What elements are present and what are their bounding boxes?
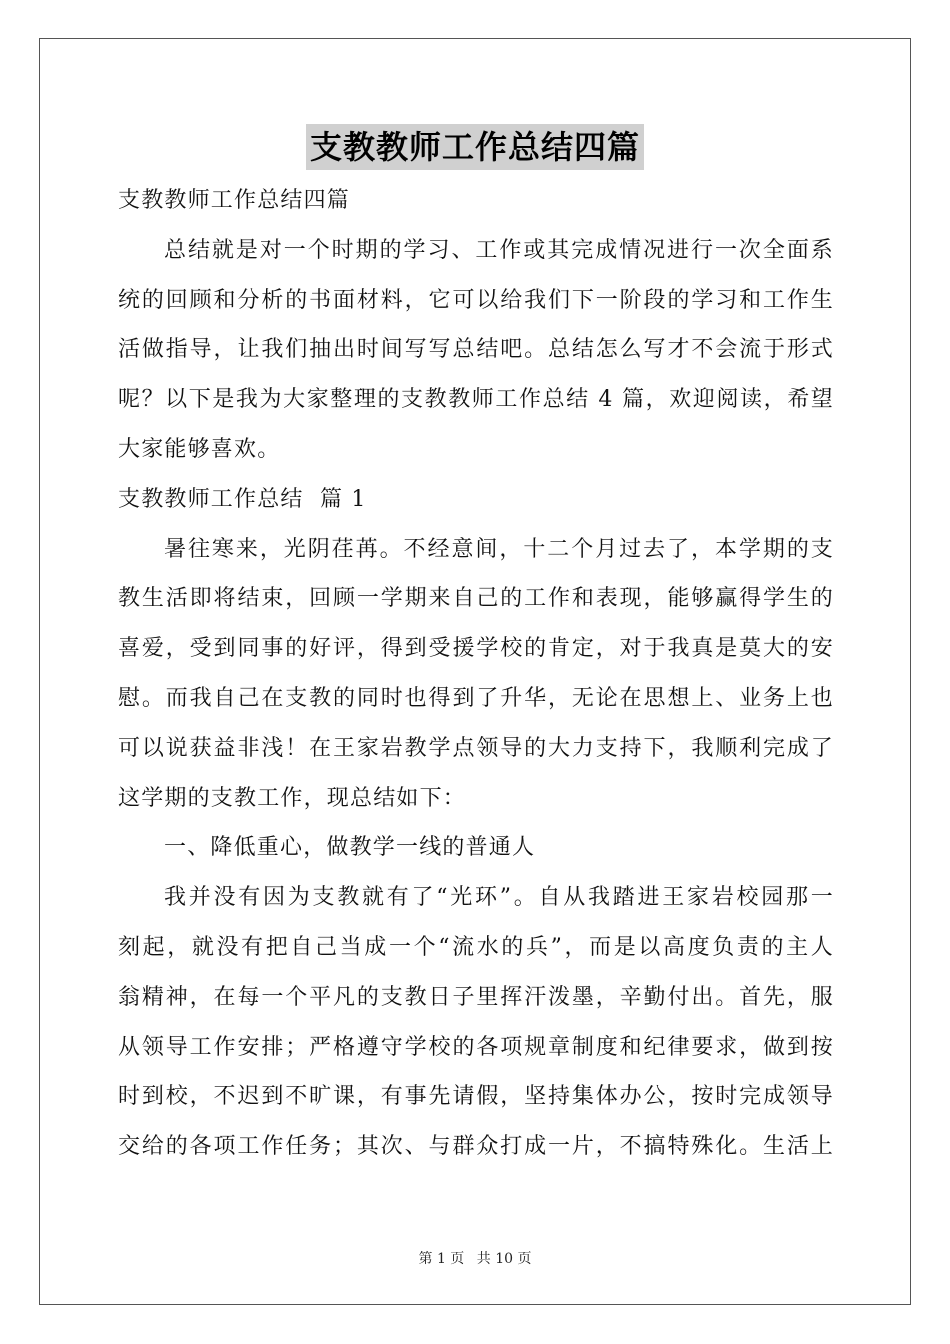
intro-line: 活做指导，让我们抽出时间写写总结吧。总结怎么写才不会流于形式 [118,337,834,363]
section-heading: 支教教师工作总结 篇 1 [118,486,367,512]
document-body [118,176,834,1172]
intro-line: 统的回顾和分析的书面材料，它可以给我们下一阶段的学习和工作生 [118,287,834,313]
paragraph-line: 暑往寒来，光阴荏苒。不经意间，十二个月过去了，本学期的支 [164,536,834,562]
paragraph-line: 翁精神，在每一个平凡的支教日子里挥汗泼墨，辛勤付出。首先，服 [118,984,834,1010]
page-total: 共 10 页 [476,1251,532,1267]
paragraph-line: 时到校，不迟到不旷课，有事先请假，坚持集体办公，按时完成领导 [118,1084,834,1110]
paragraph-line: 喜爱，受到同事的好评，得到受援学校的肯定，对于我真是莫大的安 [118,636,834,662]
document-title: 支教教师工作总结四篇 [306,124,644,170]
intro-line: 总结就是对一个时期的学习、工作或其完成情况进行一次全面系 [164,237,834,263]
paragraph-line: 这学期的支教工作，现总结如下： [118,785,467,811]
paragraph-line: 可以说获益非浅！在王家岩教学点领导的大力支持下，我顺利完成了 [118,735,834,761]
intro-line: 大家能够喜欢。 [118,436,281,462]
paragraph-line: 我并没有因为支教就有了“光环”。自从我踏进王家岩校园那一 [164,885,834,911]
page-footer [0,1248,950,1268]
paragraph-line: 交给的各项工作任务；其次、与群众打成一片，不搞特殊化。生活上 [118,1134,834,1160]
subheading: 一、降低重心，做教学一线的普通人 [164,835,536,861]
paragraph-line: 刻起，就没有把自己当成一个“流水的兵”，而是以高度负责的主人 [118,934,834,960]
subtitle: 支教教师工作总结四篇 [118,188,351,213]
page-number: 第 1 页 [418,1251,465,1267]
paragraph-line: 从领导工作安排；严格遵守学校的各项规章制度和纪律要求，做到按 [118,1034,834,1060]
paragraph-line: 教生活即将结束，回顾一学期来自己的工作和表现，能够赢得学生的 [118,586,834,612]
intro-line: 呢？以下是我为大家整理的支教教师工作总结 4 篇，欢迎阅读，希望 [118,387,834,413]
title-container [0,124,950,170]
paragraph-line: 慰。而我自己在支教的同时也得到了升华，无论在思想上、业务上也 [118,685,834,711]
